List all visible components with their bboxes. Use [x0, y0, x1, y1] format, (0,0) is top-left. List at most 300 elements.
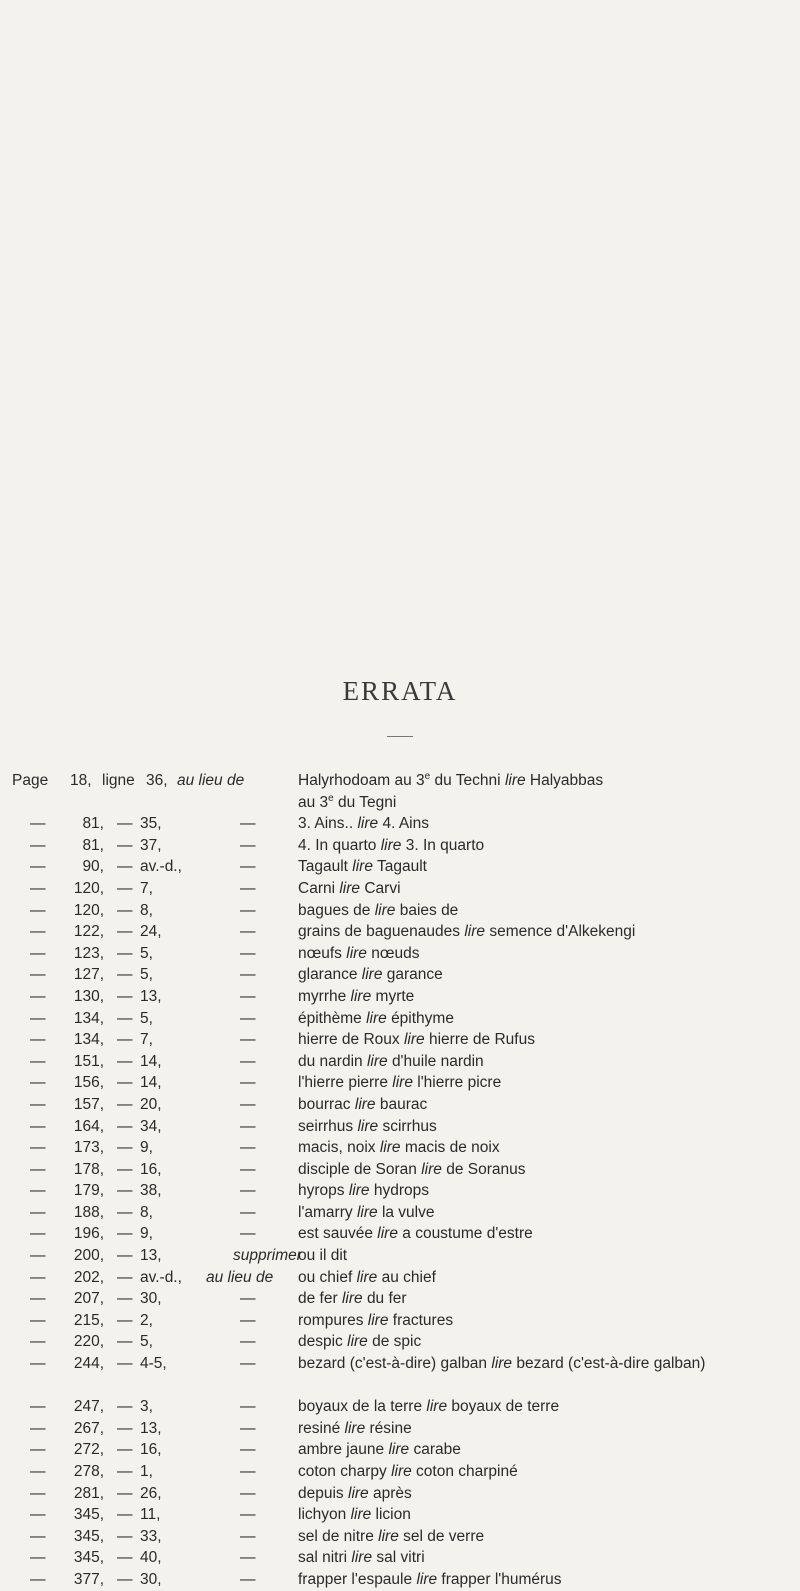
lire-label: lire — [348, 1182, 370, 1200]
right-text: Tagault — [377, 858, 427, 876]
lire-label: lire — [366, 1009, 387, 1027]
correction-text — [298, 964, 778, 986]
right-text: d'huile nardin — [391, 1052, 484, 1070]
page-number: 164, — [73, 1117, 104, 1135]
page-dash: — — [30, 1441, 46, 1459]
ligne-number: 5, — [140, 944, 153, 962]
errata-entry — [0, 1310, 800, 1332]
page-number: 178, — [73, 1160, 104, 1178]
errata-entry — [0, 1504, 800, 1526]
wrong-text: nœufs — [298, 944, 342, 962]
wrong-text: sel de nitre — [298, 1527, 374, 1545]
errata-entry — [0, 1288, 800, 1310]
ligne-number: 5, — [140, 1333, 153, 1351]
errata-entry — [0, 1159, 800, 1181]
page-number: 220, — [73, 1333, 104, 1351]
page-dash: — — [30, 1268, 46, 1286]
correction-text — [298, 1223, 778, 1245]
right-text: myrte — [375, 987, 415, 1005]
errata-entry — [0, 1267, 800, 1289]
lire-label: lire — [348, 1484, 369, 1502]
right-text: hierre de Rufus — [428, 1031, 535, 1049]
right-text: nœuds — [371, 944, 420, 962]
correction-text — [298, 921, 778, 943]
correction-text — [298, 856, 778, 878]
errata-entry — [0, 1180, 800, 1202]
lire-label: lire — [357, 1117, 379, 1135]
ligne-number: 33, — [140, 1527, 162, 1545]
page-dash: — — [30, 1052, 46, 1070]
page-dash: — — [30, 1009, 46, 1027]
right-text: baies de — [399, 901, 459, 919]
errata-entry — [0, 1072, 800, 1094]
wrong-text: est sauvée — [298, 1225, 373, 1243]
instruction: supprimer — [233, 1247, 302, 1265]
instruction-dash: — — [240, 1095, 256, 1113]
correction-text — [298, 1504, 778, 1526]
correction-text — [298, 1483, 778, 1505]
wrong-text: du nardin — [298, 1052, 363, 1070]
ligne-number: 37, — [140, 836, 162, 854]
errata-entry — [0, 1483, 800, 1505]
wrong-text: boyaux de la terre — [298, 1398, 423, 1416]
lire-label: lire — [352, 858, 373, 876]
correction-text: Halyrhodoam au 3e du Techni lire Halyabbas au 3e du Tegni — [298, 770, 604, 811]
instruction-dash: — — [240, 1052, 256, 1070]
ligne-label: ligne — [102, 772, 135, 789]
ligne-number: 3, — [140, 1398, 153, 1416]
ligne-number: 9, — [140, 1225, 153, 1243]
correction-text — [298, 1439, 778, 1461]
page-dash: — — [30, 1203, 46, 1221]
ligne-number: 4-5, — [140, 1355, 167, 1373]
page-number: 157, — [73, 1095, 104, 1113]
correction-text — [298, 1008, 778, 1030]
errata-entry — [0, 1116, 800, 1138]
lire-label: lire — [380, 836, 402, 854]
instruction-dash: — — [240, 1182, 256, 1200]
ligne-number: 30, — [140, 1290, 162, 1308]
instruction-dash: — — [240, 901, 256, 919]
lire-label: lire — [378, 1527, 399, 1545]
page-dash: — — [30, 1160, 46, 1178]
lire-label: lire — [416, 1570, 438, 1588]
instruction-dash: — — [240, 836, 256, 854]
page-number: 278, — [73, 1463, 104, 1480]
page-dash: — — [30, 1117, 46, 1135]
correction-text — [298, 986, 778, 1008]
instruction-dash: — — [240, 1506, 256, 1524]
page-dash: — — [30, 1290, 46, 1308]
page-dash: — — [30, 1463, 46, 1480]
wrong-text: sal nitri — [298, 1549, 348, 1567]
ligne-dash: — — [117, 1225, 133, 1243]
errata-entry — [0, 1029, 800, 1051]
page-dash: — — [30, 1139, 46, 1157]
correction-text — [298, 1202, 778, 1224]
lire-label: lire — [346, 944, 367, 962]
right-text: sal vitri — [376, 1549, 425, 1567]
ligne-dash: — — [117, 1441, 133, 1459]
ligne-dash: — — [117, 1290, 133, 1308]
ligne-number: 14, — [140, 1074, 162, 1092]
lire-label: lire — [421, 1160, 442, 1178]
lire-label: lire — [366, 1052, 388, 1070]
page-number: 207, — [73, 1290, 104, 1308]
page-dash: — — [30, 1225, 46, 1243]
correction-text — [298, 1180, 778, 1202]
ligne-number: 20, — [140, 1095, 162, 1113]
page-number: 267, — [73, 1419, 104, 1437]
errata-entry — [0, 813, 800, 835]
right-text: sel de verre — [403, 1527, 485, 1545]
correction-text — [298, 1461, 778, 1483]
ligne-dash: — — [117, 836, 133, 854]
page-number: 151, — [73, 1052, 104, 1070]
errata-entry — [0, 878, 800, 900]
ligne-number: 5, — [140, 966, 153, 984]
correction-text — [298, 1159, 778, 1181]
wrong-text: Carni — [298, 879, 336, 897]
ligne-number: 8, — [140, 1203, 153, 1221]
wrong-text: bourrac — [298, 1095, 351, 1113]
ligne-number: 13, — [140, 987, 162, 1005]
lire-label: lire — [350, 987, 372, 1005]
wrong-text: l'hierre pierre — [298, 1074, 388, 1092]
right-text: épithyme — [391, 1009, 454, 1027]
wrong-text: bezard (c'est-à-dire) galban — [298, 1355, 488, 1373]
right-text: coton charpiné — [416, 1463, 518, 1480]
ligne-dash: — — [117, 1355, 133, 1373]
page-number: 179, — [73, 1182, 104, 1200]
title-divider — [387, 736, 413, 737]
instruction-dash: — — [240, 1355, 256, 1373]
ligne-number: 35, — [140, 815, 162, 833]
ligne-number: 34, — [140, 1117, 162, 1135]
correction-text — [298, 1267, 778, 1289]
page-number: 122, — [73, 923, 104, 941]
page-number: 215, — [73, 1311, 104, 1329]
ligne-number: 1, — [140, 1463, 153, 1480]
lire-label: lire — [403, 1031, 425, 1049]
instruction-dash: — — [240, 1527, 256, 1545]
correction-text — [298, 1418, 778, 1440]
lire-label: lire — [356, 1203, 378, 1221]
ligne-dash: — — [117, 987, 133, 1005]
wrong-text: macis, noix — [298, 1139, 376, 1157]
wrong-text: de fer — [298, 1290, 338, 1308]
ligne-number: 40, — [140, 1549, 162, 1567]
instruction-dash: — — [240, 1009, 256, 1027]
errata-entry — [0, 1547, 800, 1569]
page-number: 130, — [73, 987, 104, 1005]
errata-entry — [0, 964, 800, 986]
correction-text — [298, 813, 778, 835]
page-dash: — — [30, 1031, 46, 1049]
page-dash: — — [30, 1484, 46, 1502]
instruction-dash: — — [240, 858, 256, 876]
ligne-dash: — — [117, 901, 133, 919]
page-dash: — — [30, 1355, 46, 1373]
ligne-dash: — — [117, 1463, 133, 1480]
correction-text — [298, 1569, 778, 1591]
right-text: 4. Ains — [382, 815, 429, 833]
lire-label: lire — [354, 1095, 376, 1113]
page-number: 81, — [82, 815, 104, 833]
ligne-dash: — — [117, 1009, 133, 1027]
ligne-dash: — — [117, 1311, 133, 1329]
lire-label: lire — [361, 966, 383, 984]
wrong-text: ou chief — [298, 1268, 353, 1286]
instruction-dash: — — [240, 987, 256, 1005]
instruction-dash: — — [240, 1570, 256, 1588]
ligne-number: 11, — [140, 1506, 161, 1524]
lire-label: lire — [351, 1549, 373, 1567]
errata-entry — [0, 1051, 800, 1073]
ligne-dash: — — [117, 1031, 133, 1049]
correction-text — [298, 878, 778, 900]
wrong-text: glarance — [298, 966, 358, 984]
errata-entry — [0, 900, 800, 922]
right-text: frapper l'humérus — [441, 1570, 562, 1588]
wrong-text: despic — [298, 1333, 343, 1351]
right-text: a coustume d'estre — [402, 1225, 533, 1243]
right-text: hydrops — [373, 1182, 429, 1200]
page-dash: — — [30, 987, 46, 1005]
lire-label: lire — [344, 1419, 366, 1437]
instruction-dash: — — [240, 1074, 256, 1092]
wrong-text: depuis — [298, 1484, 344, 1502]
lire-label: lire — [491, 1355, 513, 1373]
page-dash: — — [30, 1549, 46, 1567]
ligne-dash: — — [117, 1570, 133, 1588]
right-text: carabe — [413, 1441, 461, 1459]
lire-label: lire — [367, 1311, 389, 1329]
errata-entry — [0, 943, 800, 965]
instruction-dash: — — [240, 1203, 256, 1221]
errata-title: ERRATA — [342, 676, 458, 706]
correction-text — [298, 1116, 778, 1138]
lire-label: lire — [350, 1506, 372, 1524]
ligne-number: 36, — [146, 772, 168, 789]
errata-entry — [0, 1331, 800, 1353]
ligne-dash: — — [117, 1139, 133, 1157]
right-text: baurac — [379, 1095, 428, 1113]
lire-label: lire — [464, 923, 486, 941]
instruction-dash: — — [240, 923, 256, 941]
ligne-dash: — — [117, 1484, 133, 1502]
instruction-dash: — — [240, 1311, 256, 1329]
page-number: 90, — [82, 858, 104, 876]
page-number: 18, — [70, 772, 92, 789]
page-number: 134, — [73, 1009, 104, 1027]
lire-label: lire — [377, 1225, 398, 1243]
page-dash: — — [30, 815, 46, 833]
instruction-dash: — — [240, 966, 256, 984]
page-dash: — — [30, 836, 46, 854]
ligne-dash: — — [117, 1182, 133, 1200]
ligne-dash: — — [117, 1268, 133, 1286]
right-text: de spic — [372, 1333, 422, 1351]
ligne-dash: — — [117, 1095, 133, 1113]
ligne-number: 7, — [140, 879, 153, 897]
au-lieu-de-label: au lieu de — [177, 772, 245, 789]
ligne-number: 16, — [140, 1160, 162, 1178]
ligne-number: 9, — [140, 1139, 153, 1157]
page-dash: — — [30, 1527, 46, 1545]
errata-entry — [0, 1461, 800, 1483]
wrong-text: Tagault — [298, 858, 348, 876]
instruction-dash: — — [240, 1333, 256, 1351]
ligne-dash: — — [117, 966, 133, 984]
page-number: 188, — [73, 1203, 104, 1221]
ligne-number: 13, — [140, 1419, 162, 1437]
ligne-number: 13, — [140, 1247, 162, 1265]
right-text: bezard (c'est-à-dire galban) — [516, 1355, 706, 1373]
errata-entry — [0, 1223, 800, 1245]
right-text: l'hierre picre — [417, 1074, 502, 1092]
right-text: la vulve — [381, 1203, 435, 1221]
right-text: garance — [386, 966, 443, 984]
correction-text — [298, 943, 778, 965]
right-text: au chief — [381, 1268, 436, 1286]
ligne-dash: — — [117, 944, 133, 962]
ligne-dash: — — [117, 1117, 133, 1135]
wrong-text: lichyon — [298, 1506, 347, 1524]
ligne-dash: — — [117, 858, 133, 876]
lire-label: lire — [388, 1441, 410, 1459]
page-dash: — — [30, 1311, 46, 1329]
correction-text — [298, 1029, 778, 1051]
ligne-number: 2, — [140, 1311, 153, 1329]
page-number: 123, — [73, 944, 104, 962]
page-number: 272, — [73, 1441, 104, 1459]
lire-label: lire — [347, 1333, 368, 1351]
page-dash: — — [30, 901, 46, 919]
page-number: 127, — [73, 966, 104, 984]
page-number: 200, — [73, 1247, 104, 1265]
page-dash: — — [30, 1333, 46, 1351]
wrong-text: épithème — [298, 1009, 362, 1027]
ligne-dash: — — [117, 1527, 133, 1545]
correction-text — [298, 1526, 778, 1548]
page-number: 377, — [73, 1570, 104, 1588]
right-text: du fer — [366, 1290, 407, 1308]
page-number: 81, — [82, 836, 104, 854]
wrong-text: coton charpy — [298, 1463, 387, 1480]
page-number: 345, — [73, 1527, 104, 1545]
instruction-dash: — — [240, 1225, 256, 1243]
page-number: 173, — [73, 1139, 104, 1157]
errata-entry — [0, 986, 800, 1008]
ligne-number: av.-d., — [140, 858, 182, 876]
page-dash: — — [30, 1506, 46, 1524]
correction-text — [298, 1310, 778, 1332]
wrong-text: myrrhe — [298, 987, 347, 1005]
ligne-dash: — — [117, 1052, 133, 1070]
wrong-text: resiné — [298, 1419, 341, 1437]
page-number: 281, — [73, 1484, 104, 1502]
page-dash: — — [30, 1570, 46, 1588]
right-text: semence d'Alkekengi — [489, 923, 636, 941]
page-number: 120, — [73, 901, 104, 919]
page-dash: — — [30, 1074, 46, 1092]
wrong-text: disciple de Soran — [298, 1160, 417, 1178]
instruction-dash: — — [240, 879, 256, 897]
wrong-text: hierre de Roux — [298, 1031, 400, 1049]
errata-entry — [0, 921, 800, 943]
page-number: 244, — [73, 1355, 104, 1373]
errata-entry — [0, 1439, 800, 1461]
wrong-text: bagues de — [298, 901, 371, 919]
instruction-dash: — — [240, 1398, 256, 1416]
page-dash: — — [30, 944, 46, 962]
lire-label: lire — [339, 879, 361, 897]
instruction-dash: — — [240, 815, 256, 833]
right-text: Carvi — [364, 879, 401, 897]
page-number: 247, — [73, 1398, 104, 1416]
ligne-number: av.-d., — [140, 1268, 182, 1286]
lire-label: lire — [426, 1398, 448, 1416]
errata-entry — [0, 1353, 800, 1396]
errata-entry — [0, 856, 800, 878]
correction-text — [298, 900, 778, 922]
instruction-dash: — — [240, 1117, 256, 1135]
errata-list — [0, 770, 800, 1591]
ligne-number: 7, — [140, 1031, 153, 1049]
lire-label: lire — [341, 1290, 363, 1308]
wrong-text: grains de baguenaudes — [298, 923, 461, 941]
page-number: 196, — [73, 1225, 104, 1243]
ligne-number: 30, — [140, 1570, 162, 1588]
ligne-dash: — — [117, 1549, 133, 1567]
page-dash: — — [30, 966, 46, 984]
errata-entry — [0, 1569, 800, 1591]
page-number: 202, — [73, 1268, 104, 1286]
ligne-number: 5, — [140, 1009, 153, 1027]
lire-label: lire — [374, 901, 396, 919]
page-number: 120, — [73, 879, 104, 897]
correction-text — [298, 1331, 778, 1353]
right-text: macis de noix — [404, 1139, 500, 1157]
errata-entry-first — [0, 770, 800, 813]
errata-entry — [0, 1094, 800, 1116]
ligne-dash: — — [117, 1160, 133, 1178]
lire-label: lire — [391, 1463, 412, 1480]
instruction-dash: — — [240, 944, 256, 962]
wrong-text: l'amarry — [298, 1203, 353, 1221]
right-text: fractures — [392, 1311, 454, 1329]
right-text: boyaux de terre — [451, 1398, 560, 1416]
instruction-dash: — — [240, 1031, 256, 1049]
right-text: après — [372, 1484, 412, 1502]
instruction: au lieu de — [206, 1268, 274, 1286]
correction-text — [298, 1353, 778, 1375]
correction-text — [298, 1396, 778, 1418]
wrong-text: 4. In quarto — [298, 836, 377, 854]
lire-label: lire — [356, 1268, 378, 1286]
instruction-dash: — — [240, 1290, 256, 1308]
page-dash: — — [30, 1182, 46, 1200]
right-text: résine — [369, 1419, 412, 1437]
instruction-dash: — — [240, 1419, 256, 1437]
wrong-text: ambre jaune — [298, 1441, 385, 1459]
ligne-dash: — — [117, 1247, 133, 1265]
ligne-dash: — — [117, 879, 133, 897]
ligne-dash: — — [117, 1398, 133, 1416]
correction-text: ou il dit — [298, 1247, 348, 1265]
errata-entry — [0, 835, 800, 857]
